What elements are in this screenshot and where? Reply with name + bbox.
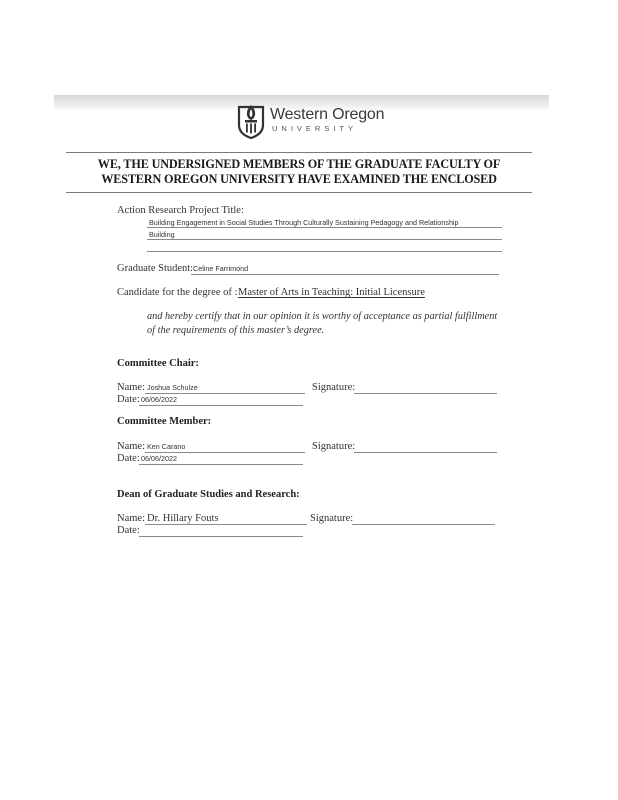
member-name-field[interactable]: Ken Carano	[147, 442, 186, 451]
member-date-label: Date:	[117, 453, 140, 464]
dean-name-label: Name:	[117, 513, 145, 524]
chair-signature-field[interactable]	[354, 393, 497, 394]
logo-subtitle: UNIVERSITY	[272, 124, 358, 134]
chair-name-field[interactable]: Joshua Schulze	[147, 383, 198, 392]
member-signature-label: Signature:	[312, 441, 356, 452]
member-name-underline	[145, 452, 305, 453]
university-logo	[236, 100, 384, 140]
chair-date-label: Date:	[117, 394, 140, 405]
chair-date-field[interactable]: 06/06/2022	[141, 395, 177, 404]
graduate-student-label: Graduate Student:	[117, 263, 194, 274]
dean-signature-field[interactable]	[352, 524, 495, 525]
dean-name-field[interactable]: Dr. Hillary Fouts	[147, 513, 219, 524]
project-title-line-2[interactable]: Building	[149, 230, 175, 239]
project-title-line-1[interactable]: Building Engagement in Social Studies Through Culturally Sustaining Pedagogy and Relationship	[149, 218, 459, 227]
member-signature-field[interactable]	[354, 452, 497, 453]
graduate-student-underline	[191, 274, 499, 275]
member-name-label: Name:	[117, 441, 145, 452]
dean-signature-label: Signature:	[310, 513, 354, 524]
committee-chair-heading: Committee Chair:	[117, 358, 199, 369]
dean-heading: Dean of Graduate Studies and Research:	[117, 489, 300, 500]
heading-bottom-rule	[66, 192, 532, 193]
torch-shield-icon	[236, 101, 266, 139]
degree-field[interactable]: Master of Arts in Teaching: Initial Licensure	[238, 287, 425, 298]
member-date-field[interactable]: 06/06/2022	[141, 454, 177, 463]
chair-date-underline	[139, 405, 303, 406]
dean-date-label: Date:	[117, 525, 140, 536]
certification-statement: and hereby certify that in our opinion it is worthy of acceptance as partial fulfillment of the requirements of this master’s degree.	[147, 311, 498, 336]
heading-line-1: WE, THE UNDERSIGNED MEMBERS OF THE GRADUATE FACULTY OF	[97, 157, 501, 171]
project-title-underline-2	[147, 239, 502, 240]
dean-name-underline	[145, 524, 307, 525]
project-title-underline-1	[147, 227, 502, 228]
heading-top-rule	[66, 152, 532, 153]
degree-label: Candidate for the degree of :	[117, 287, 238, 298]
chair-signature-label: Signature:	[312, 382, 356, 393]
project-title-underline-3	[147, 251, 502, 252]
project-title-label: Action Research Project Title:	[117, 205, 244, 216]
certification-heading	[66, 157, 532, 186]
graduate-student-field[interactable]: Celine Farrimond	[193, 264, 249, 273]
chair-name-underline	[145, 393, 305, 394]
member-date-underline	[139, 464, 303, 465]
committee-member-heading: Committee Member:	[117, 416, 212, 427]
heading-line-2: WESTERN OREGON UNIVERSITY HAVE EXAMINED THE ENCLOSED	[101, 171, 497, 186]
chair-name-label: Name:	[117, 382, 145, 393]
logo-name: Western Oregon	[270, 106, 385, 124]
dean-date-field[interactable]	[139, 536, 303, 537]
